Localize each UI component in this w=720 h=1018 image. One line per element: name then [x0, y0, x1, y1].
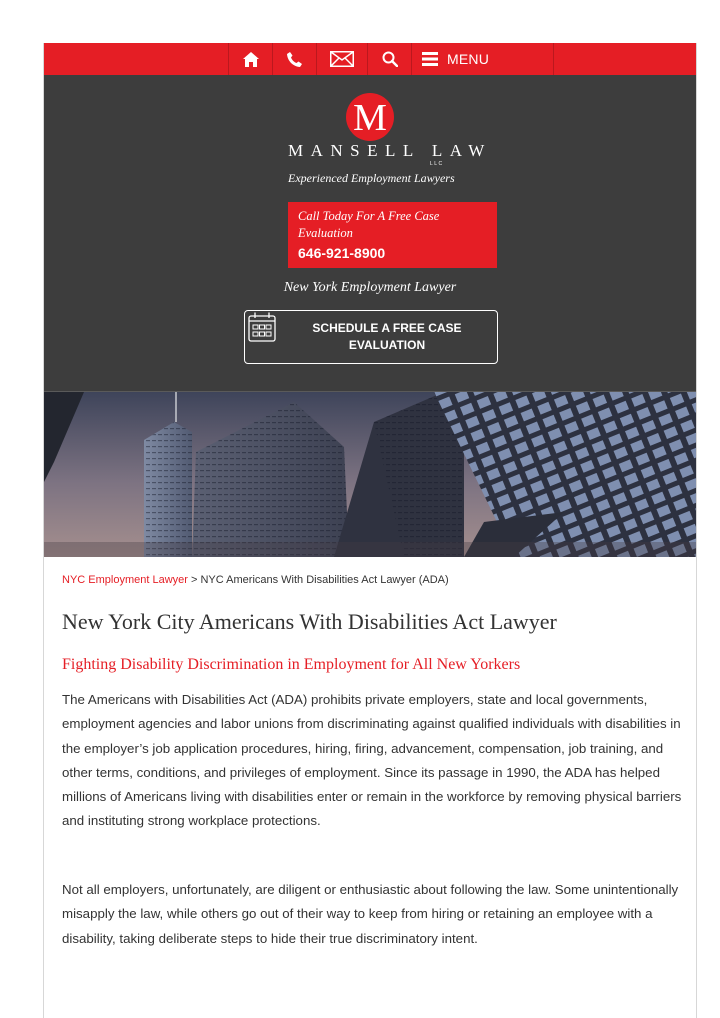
icon-nav	[228, 43, 554, 75]
logo[interactable]	[346, 93, 394, 141]
breadcrumb-current: NYC Americans With Disabilities Act Lawyer (ADA)	[200, 574, 449, 586]
section-heading: Fighting Disability Discrimination in Employment for All New Yorkers	[62, 656, 521, 673]
brand-suffix: LLC	[430, 161, 444, 167]
top-nav-bar	[44, 43, 696, 75]
main-content	[62, 574, 682, 946]
logo-letter: M	[353, 97, 387, 139]
body-paragraph: Not all employers, unfortunately, are diligent or enthusiastic about following the law. Some unintentionally misapply the law, while others go out of their way to keep from hiring or retaining an employee with a disability, taking deliberate steps to hide their true discriminatory intent.	[62, 882, 679, 946]
home-icon	[243, 52, 259, 67]
page-frame	[43, 43, 697, 1018]
schedule-label: SCHEDULE A FREE CASE EVALUATION	[312, 321, 462, 352]
breadcrumb-link-employment-lawyer[interactable]: NYC Employment Lawyer	[62, 574, 188, 586]
site-header	[44, 75, 696, 391]
body-paragraph: The Americans with Disabilities Act (ADA) prohibits private employers, state and local governments, employment agencies and labor unions from discriminating against qualified individuals with disabilities in the employer’s job application procedures, hiring, firing, advancement, compensation, job training, and other terms, conditions, and privileges of employment. Since its passage in 1990, the ADA has helped millions of Americans living with disabilities enter or remain in the workforce by removing physical barriers and instituting strong workplace protections.	[62, 692, 682, 829]
email-button[interactable]	[316, 43, 367, 75]
envelope-icon	[330, 51, 354, 67]
menu-button[interactable]	[411, 43, 554, 75]
search-icon	[382, 51, 398, 67]
tagline: Experienced Employment Lawyers	[288, 171, 455, 185]
phone-button[interactable]	[272, 43, 316, 75]
brand-name: MANSELL LAW	[288, 141, 492, 160]
phone-icon	[287, 52, 302, 67]
cta-text: Call Today For A Free Case Evaluation	[298, 209, 440, 240]
home-button[interactable]	[228, 43, 272, 75]
call-cta-box[interactable]	[288, 202, 497, 268]
breadcrumb	[62, 574, 682, 586]
header-subtitle: New York Employment Lawyer	[283, 280, 457, 295]
phone-number[interactable]: 646-921-8900	[298, 245, 386, 261]
menu-label: MENU	[447, 51, 490, 67]
schedule-consultation-button[interactable]	[244, 310, 498, 364]
hamburger-icon	[422, 52, 438, 66]
skyline-illustration	[44, 392, 696, 557]
breadcrumb-separator: >	[187, 574, 201, 586]
hero-skyline-image	[44, 391, 696, 557]
search-button[interactable]	[367, 43, 411, 75]
calendar-icon	[248, 312, 276, 342]
page-title: New York City Americans With Disabilities Act Lawyer	[62, 609, 557, 634]
